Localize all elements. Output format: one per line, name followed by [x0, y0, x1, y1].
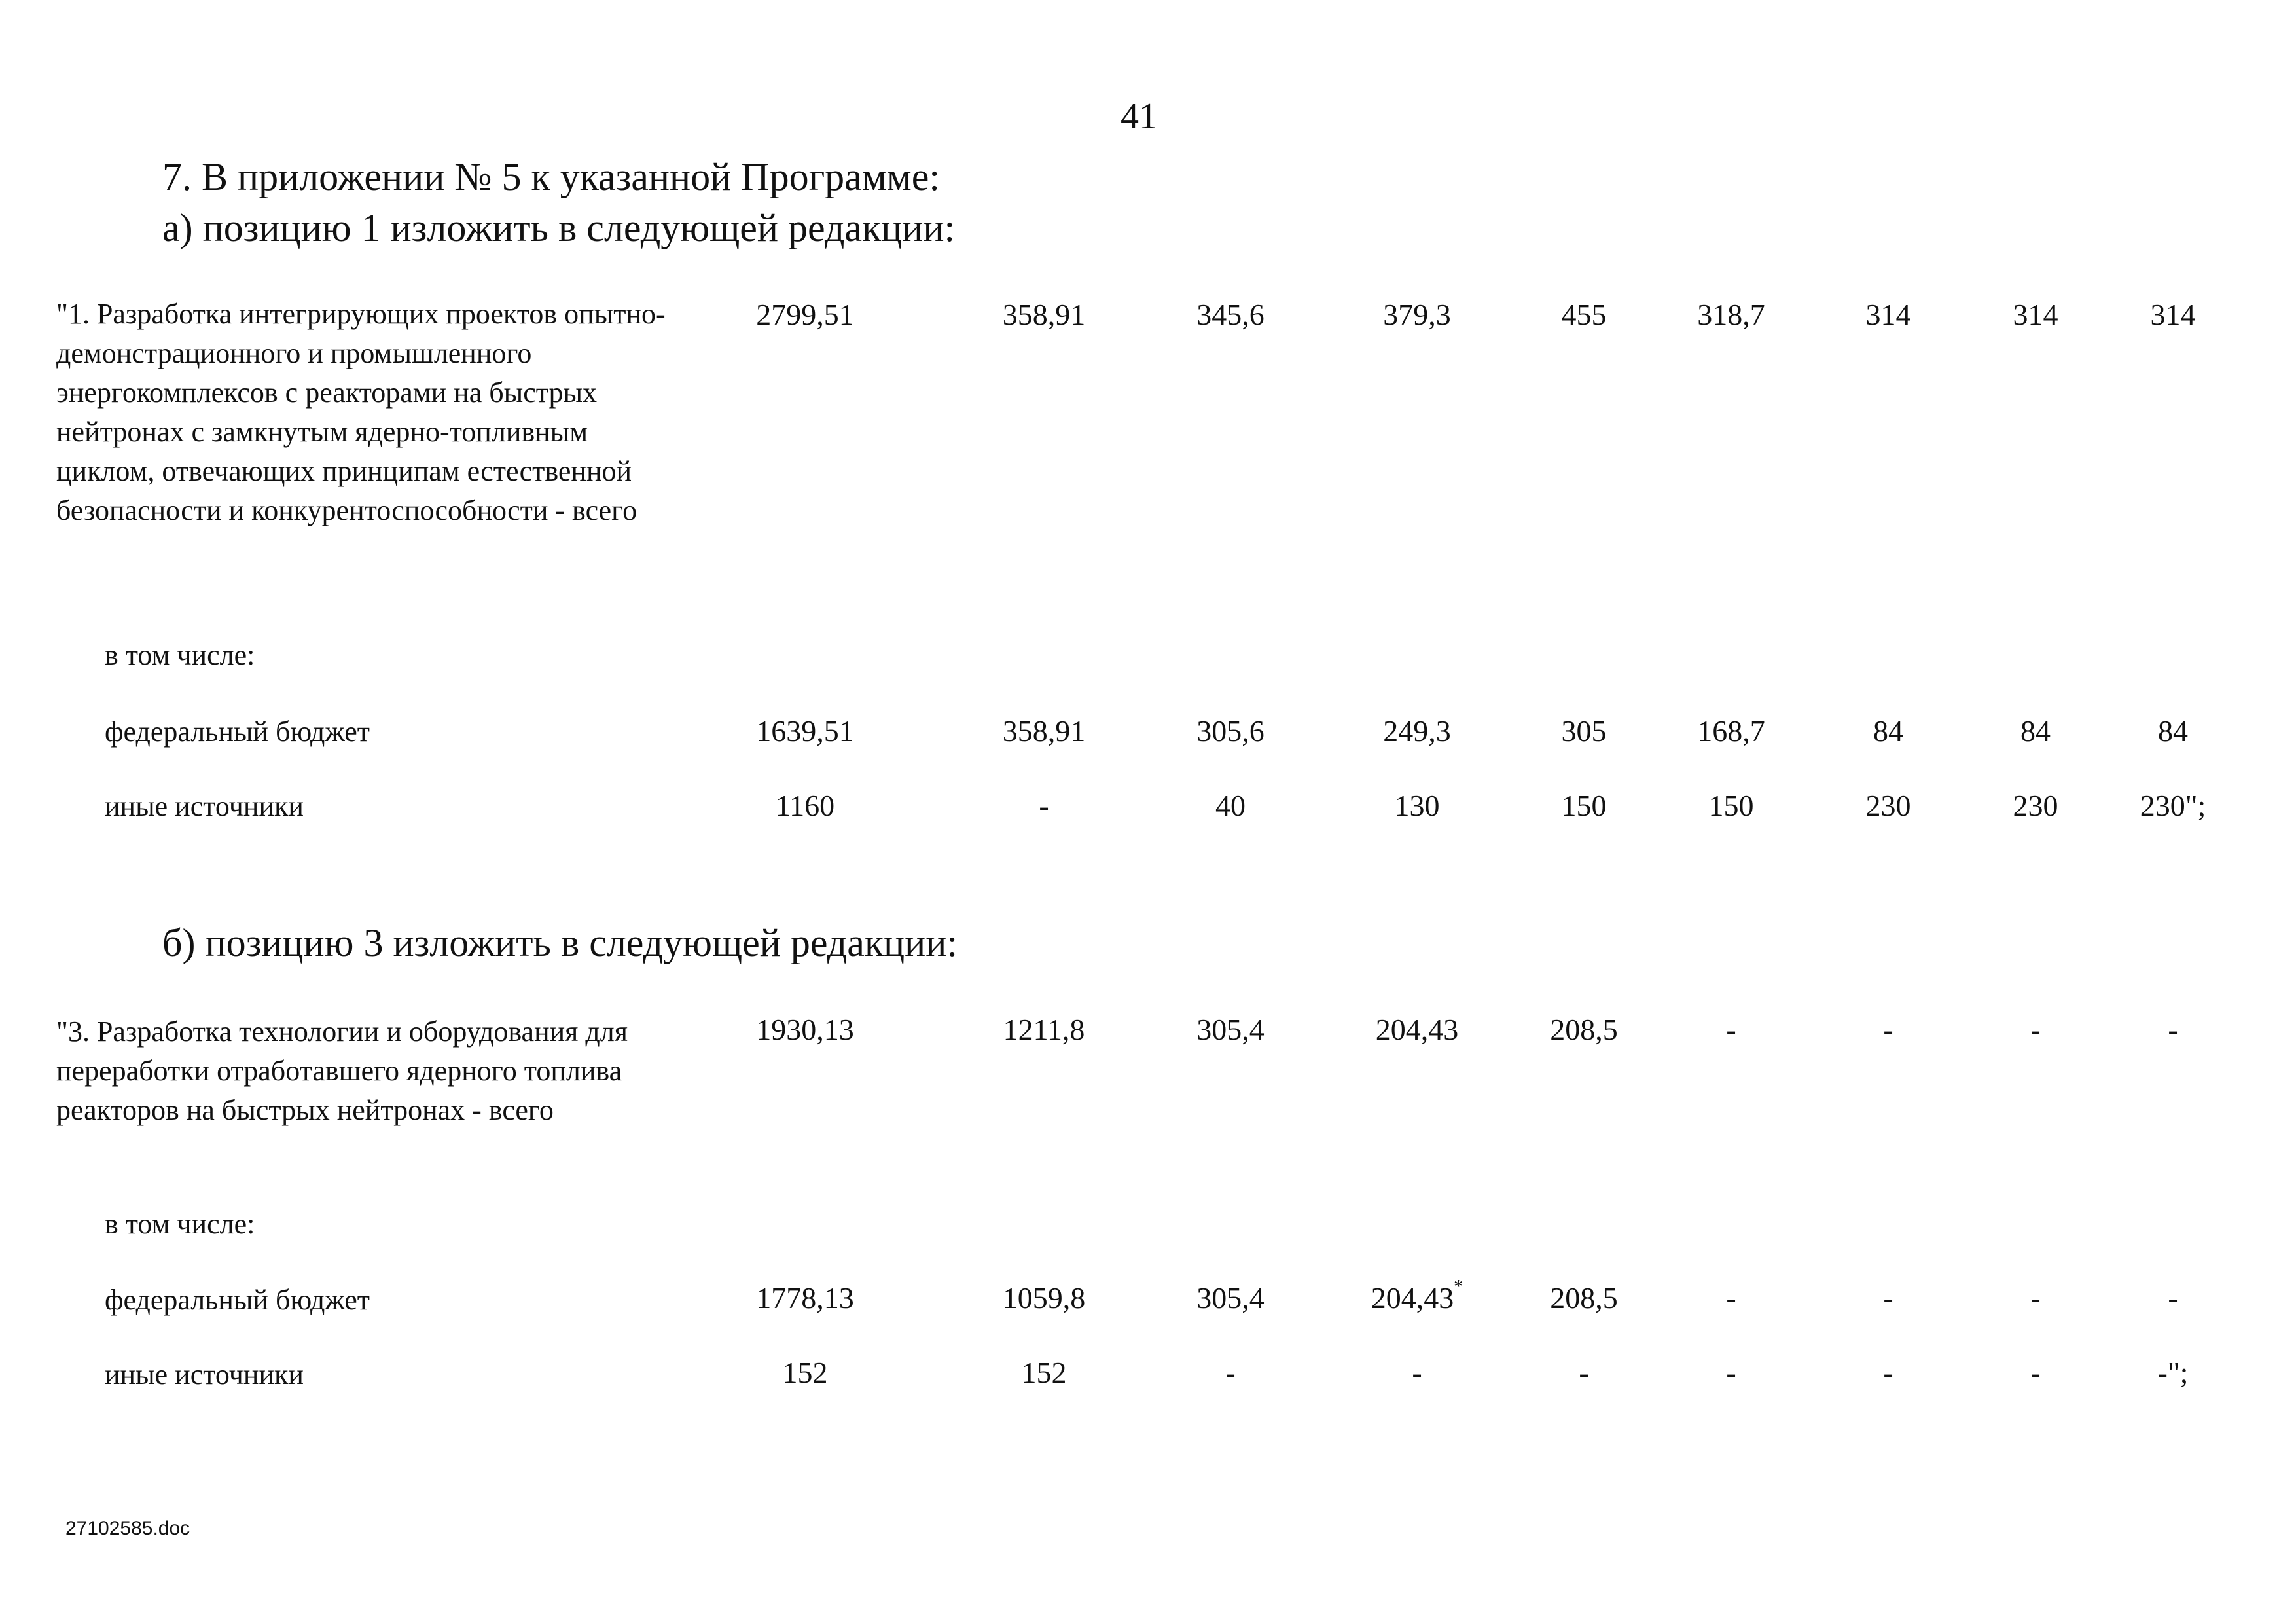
table-cell: 130: [1394, 789, 1440, 822]
table-cell: -: [1412, 1356, 1422, 1389]
table-cell: 314: [2150, 298, 2196, 331]
position3-federal-label: федеральный бюджет: [105, 1284, 370, 1316]
table-cell: 358,91: [1002, 714, 1086, 748]
table-cell: 379,3: [1383, 298, 1451, 331]
table-cell: -";: [2157, 1356, 2189, 1389]
position1-including-label: в том числе:: [105, 639, 255, 671]
table-cell: 150: [1561, 789, 1607, 822]
table-cell: -: [2168, 1281, 2178, 1315]
table-cell: 345,6: [1196, 298, 1265, 331]
table-cell: 305: [1561, 714, 1607, 748]
table-cell: 1930,13: [756, 1013, 854, 1046]
table-cell: 1778,13: [756, 1281, 854, 1315]
table-cell: 2799,51: [756, 298, 854, 331]
document-filename: 27102585.doc: [65, 1518, 190, 1539]
table-cell: 204,43: [1371, 1281, 1454, 1315]
table-cell: 305,4: [1196, 1013, 1265, 1046]
table-cell: -: [1726, 1281, 1736, 1315]
table-cell: 314: [1865, 298, 1911, 331]
table-cell: 84: [1873, 714, 1903, 748]
position3-other-label: иные источники: [105, 1359, 304, 1391]
table-cell: -: [2030, 1281, 2041, 1315]
position3-description: "3. Разработка технологии и оборудования для переработки отработавшего ядерного топлива реакторов на быстрых нейтронах - всего: [56, 1015, 628, 1126]
footnote-mark: *: [1454, 1277, 1463, 1297]
table-cell: -: [2030, 1356, 2041, 1389]
table-cell: -: [1883, 1356, 1893, 1389]
subsection-b-heading: б) позицию 3 изложить в следующей редакции:: [162, 921, 958, 964]
table-cell: 208,5: [1550, 1013, 1618, 1046]
table-cell: 1211,8: [1003, 1013, 1085, 1046]
position3-including-label: в том числе:: [105, 1208, 255, 1240]
position1-description: "1. Разработка интегрирующих проектов опытно-демонстрационного и промышленного энергокомплексов с реакторами на быстрых нейтронах с замкнутым ядерно-топливным циклом, отвечающих принципам естественной безопасности и конкурентоспособности - всего: [56, 298, 666, 526]
table-cell: 305,6: [1196, 714, 1265, 748]
table-cell: 230: [2013, 789, 2058, 822]
table-cell: 204,43: [1375, 1013, 1459, 1046]
table-cell: 84: [2158, 714, 2188, 748]
table-cell: -: [1883, 1013, 1893, 1046]
table-cell: -: [1225, 1356, 1236, 1389]
table-cell: 358,91: [1002, 298, 1086, 331]
table-cell: -: [1039, 789, 1049, 822]
table-cell: 168,7: [1697, 714, 1765, 748]
table-cell: -: [2168, 1013, 2178, 1046]
page-number: 41: [1121, 96, 1157, 137]
table-cell: -: [1579, 1356, 1589, 1389]
table-cell: 230: [1865, 789, 1911, 822]
table-cell: 208,5: [1550, 1281, 1618, 1315]
table-cell: 40: [1215, 789, 1246, 822]
table-cell: -: [2030, 1013, 2041, 1046]
table-cell: -: [1883, 1281, 1893, 1315]
table-cell: 455: [1561, 298, 1607, 331]
table-cell: 152: [1021, 1356, 1067, 1389]
table-cell: 84: [2020, 714, 2051, 748]
table-cell: 1160: [775, 789, 835, 822]
table-cell: 305,4: [1196, 1281, 1265, 1315]
position1-federal-label: федеральный бюджет: [105, 716, 370, 748]
table-cell: 314: [2013, 298, 2058, 331]
table-cell: 249,3: [1383, 714, 1451, 748]
table-cell: 230";: [2140, 789, 2206, 822]
subsection-a-heading: а) позицию 1 изложить в следующей редакции:: [162, 206, 956, 249]
table-cell: 1639,51: [756, 714, 854, 748]
table-cell: 152: [782, 1356, 828, 1389]
position1-other-label: иные источники: [105, 790, 304, 822]
table-cell: 318,7: [1697, 298, 1765, 331]
table-cell: -: [1726, 1013, 1736, 1046]
table-cell: -: [1726, 1356, 1736, 1389]
table-cell: 150: [1708, 789, 1754, 822]
section-heading: 7. В приложении № 5 к указанной Программе:: [162, 155, 941, 198]
table-cell: 1059,8: [1002, 1281, 1086, 1315]
